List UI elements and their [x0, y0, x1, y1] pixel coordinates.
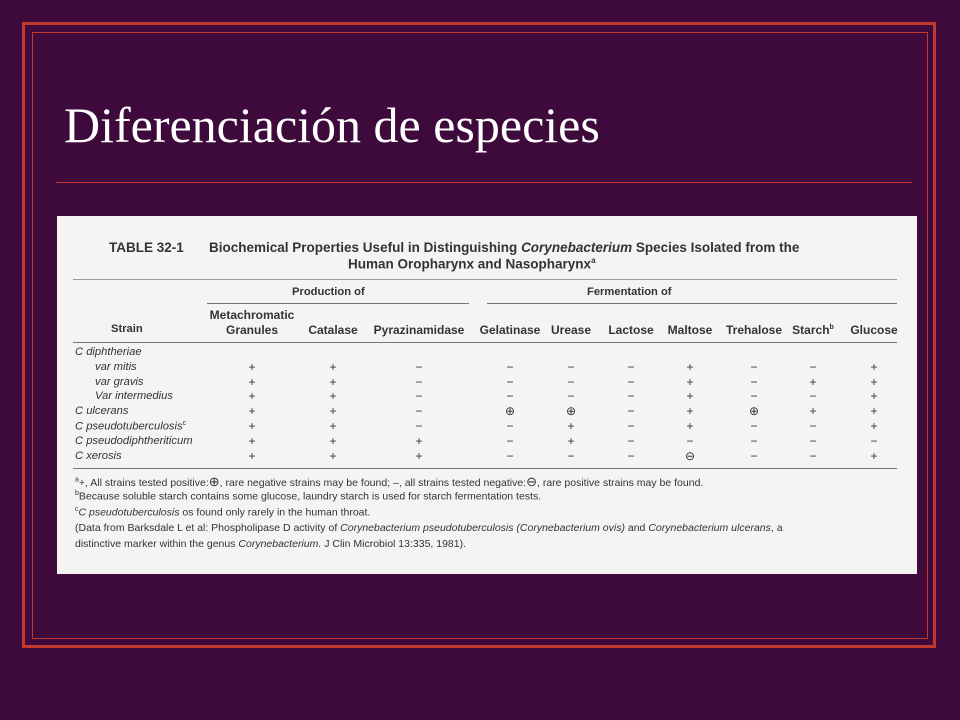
table-label: TABLE 32-1: [109, 240, 184, 255]
col-header: Lactose: [608, 323, 654, 337]
footnote-a: $^a$+, All strains tested positive:⊕, rare negative strains may be found; –, all strains tested negative:⊖, rare positive strains may be found.: [75, 474, 704, 489]
table-cell: +: [686, 389, 694, 404]
table-cell: +: [248, 433, 256, 448]
table-cell: −: [506, 374, 514, 389]
col-header: Urease: [550, 323, 592, 337]
table-cell: −: [750, 359, 758, 374]
table-cell: +: [329, 419, 337, 433]
rule-body-bottom: [73, 468, 897, 469]
footnote-c: $^c$C pseudotuberculosis os found only rarely in the human throat.: [75, 506, 371, 519]
table-cell: +: [248, 389, 256, 404]
table-cell: +: [248, 359, 256, 374]
table-cell: ⊕: [565, 404, 577, 419]
table-cell: −: [809, 359, 817, 374]
table-cell: +: [248, 448, 256, 463]
table-cell: +: [248, 419, 256, 433]
table-row-strain: var mitis: [95, 360, 137, 373]
table-cell: −: [567, 448, 575, 463]
table-cell: −: [750, 448, 758, 463]
table-cell: −: [506, 419, 514, 433]
table-row-strain: C xerosis: [75, 449, 122, 462]
table-cell: +: [248, 374, 256, 389]
biochemical-properties-table: [57, 216, 917, 574]
table-cell: −: [506, 359, 514, 374]
table-cell: −: [567, 389, 575, 404]
rule-header-bottom: [73, 342, 897, 343]
table-cell: −: [809, 419, 817, 433]
table-cell: +: [686, 404, 694, 419]
table-cell: +: [870, 448, 878, 463]
table-cell: −: [750, 433, 758, 448]
table-cell: +: [870, 419, 878, 433]
table-cell: ⊕: [504, 404, 516, 419]
footnote-b: $^b$Because soluble starch contains some glucose, laundry starch is used for starch fermentation tests.: [75, 490, 542, 503]
table-cell: +: [870, 359, 878, 374]
table-cell: −: [750, 374, 758, 389]
group-fermentation: Fermentation of: [587, 286, 672, 298]
table-row-strain: C pseudotuberculosis$^c$: [75, 420, 187, 433]
table-cell: −: [870, 433, 878, 448]
table-cell: −: [686, 433, 694, 448]
table-cell: +: [686, 419, 694, 433]
col-header: Starch$^b$: [792, 323, 834, 337]
table-cell: +: [567, 419, 575, 433]
group-production: Production of: [292, 286, 365, 298]
table-cell: −: [627, 359, 635, 374]
col-header: Maltose: [667, 323, 713, 337]
table-cell: −: [627, 404, 635, 419]
table-cell: ⊖: [684, 448, 696, 463]
table-cell: −: [627, 389, 635, 404]
rule-production: [207, 303, 469, 304]
col-header: Pyrazinamidase: [373, 323, 465, 337]
table-cell: −: [415, 419, 423, 433]
table-cell: −: [506, 433, 514, 448]
table-cell: +: [686, 359, 694, 374]
table-cell: −: [415, 359, 423, 374]
table-cell: −: [809, 448, 817, 463]
table-cell: +: [870, 404, 878, 419]
table-cell: −: [506, 389, 514, 404]
slide-title: Diferenciación de especies: [64, 97, 600, 153]
table-cell: −: [627, 419, 635, 433]
table-row-strain: var gravis: [95, 375, 144, 388]
col-header-strain: Strain: [111, 323, 143, 335]
table-cell: +: [809, 404, 817, 419]
table-cell: +: [329, 433, 337, 448]
table-cell: +: [329, 404, 337, 419]
table-row-strain: Var intermedius: [95, 390, 173, 403]
table-cell: −: [627, 448, 635, 463]
table-cell: ⊕: [748, 404, 760, 419]
table-cell: +: [567, 433, 575, 448]
title-divider: [56, 182, 912, 183]
table-cell: −: [627, 374, 635, 389]
table-cell: +: [686, 374, 694, 389]
table-row-strain: C ulcerans: [75, 405, 129, 418]
table-heading-line2: Human Oropharynx and Nasopharynx$^a$: [348, 256, 596, 272]
table-cell: −: [415, 374, 423, 389]
table-row-strain: C pseudodiphtheriticum: [75, 434, 193, 447]
rule-fermentation: [487, 303, 897, 304]
table-cell: −: [809, 389, 817, 404]
table-cell: +: [870, 374, 878, 389]
table-cell: −: [750, 419, 758, 433]
table-cell: −: [567, 374, 575, 389]
table-cell: −: [627, 433, 635, 448]
table-cell: +: [415, 448, 423, 463]
table-cell: +: [809, 374, 817, 389]
table-cell: +: [329, 389, 337, 404]
table-cell: −: [809, 433, 817, 448]
table-cell: −: [567, 359, 575, 374]
table-cell: +: [329, 359, 337, 374]
col-header: Trehalose: [725, 323, 783, 337]
table-cell: +: [248, 404, 256, 419]
col-header: Gelatinase: [479, 323, 541, 337]
col-header-line1: Metachromatic: [209, 308, 295, 322]
table-row-strain: C diphtheriae: [75, 346, 142, 358]
table-cell: −: [415, 404, 423, 419]
table-cell: +: [415, 433, 423, 448]
table-cell: +: [329, 374, 337, 389]
footnote-data-source-line2: distinctive marker within the genus Corynebacterium. J Clin Microbiol 13:335, 1981).: [75, 538, 467, 550]
table-heading-line1: Biochemical Properties Useful in Distinguishing Corynebacterium Species Isolated from the: [209, 240, 800, 255]
table-cell: +: [329, 448, 337, 463]
col-header: Catalase: [308, 323, 358, 337]
col-header: Glucose: [850, 323, 898, 337]
table-cell: −: [506, 448, 514, 463]
table-cell: −: [415, 389, 423, 404]
col-header: Granules: [225, 323, 279, 337]
table-cell: −: [750, 389, 758, 404]
rule-top: [73, 279, 897, 280]
footnote-data-source: (Data from Barksdale L et al: Phospholipase D activity of Corynebacterium pseudotuberculosis (Corynebacterium ovis) and Corynebacterium ulcerans, a: [75, 522, 783, 534]
table-cell: +: [870, 389, 878, 404]
